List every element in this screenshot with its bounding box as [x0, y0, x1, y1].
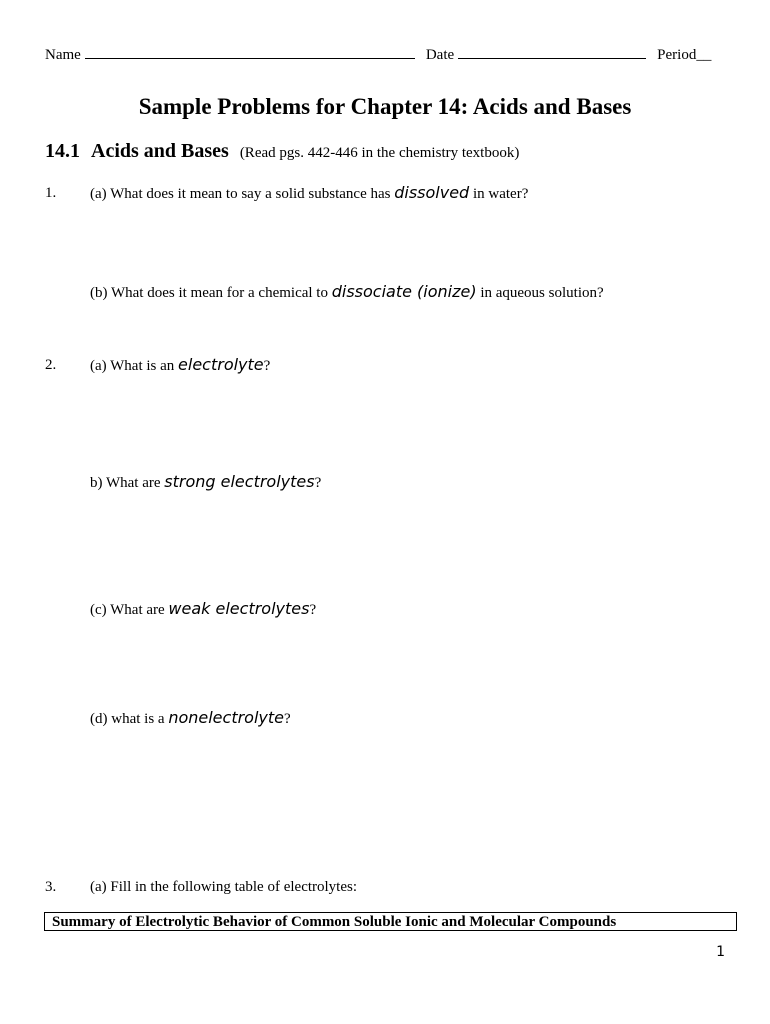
question-3a: (a) Fill in the following table of electrolytes:	[90, 879, 358, 895]
date-label: Date	[425, 47, 455, 63]
question-number: 3.	[45, 879, 57, 895]
question-2c	[90, 599, 316, 619]
section-note: (Read pgs. 442-446 in the chemistry textbook)	[239, 145, 520, 161]
question-2d	[90, 708, 291, 728]
question-text: in water?	[469, 186, 529, 202]
key-term: strong electrolytes	[164, 472, 315, 491]
period-label: Period__	[657, 47, 712, 63]
name-label: Name	[45, 47, 81, 63]
page-title: Sample Problems for Chapter 14: Acids and Bases	[138, 94, 632, 119]
question-text: (c) What are	[90, 602, 169, 618]
name-blank[interactable]	[85, 46, 415, 59]
question-2b	[90, 472, 321, 492]
question-text: (a) What is an	[90, 358, 179, 374]
page-number: 1	[716, 944, 725, 960]
question-text: (a) What does it mean to say a solid substance has	[90, 186, 395, 202]
question-text: ?	[314, 475, 322, 491]
key-term: weak electrolytes	[168, 599, 310, 618]
question-text: (b) What does it mean for a chemical to	[90, 285, 332, 301]
question-2a	[90, 355, 270, 375]
question-number: 1.	[45, 185, 57, 201]
question-1a	[90, 183, 528, 203]
question-text: (d) what is a	[90, 711, 169, 727]
question-text: b) What are	[90, 475, 165, 491]
key-term: dissociate (ionize)	[331, 282, 477, 301]
question-text: ?	[283, 711, 291, 727]
question-number: 2.	[45, 357, 57, 373]
date-blank[interactable]	[458, 46, 646, 59]
section-heading	[45, 140, 519, 163]
key-term: dissolved	[394, 183, 470, 202]
key-term: nonelectrolyte	[168, 708, 284, 727]
section-number: 14.1	[45, 140, 80, 162]
section-title: Acids and Bases	[91, 140, 229, 162]
question-1b	[90, 282, 604, 302]
key-term: electrolyte	[178, 355, 264, 374]
question-text: ?	[263, 358, 271, 374]
table-caption: Summary of Electrolytic Behavior of Common Soluble Ionic and Molecular Compounds	[44, 912, 737, 931]
question-text: ?	[309, 602, 317, 618]
question-text: in aqueous solution?	[476, 285, 604, 301]
header-row	[45, 46, 711, 64]
